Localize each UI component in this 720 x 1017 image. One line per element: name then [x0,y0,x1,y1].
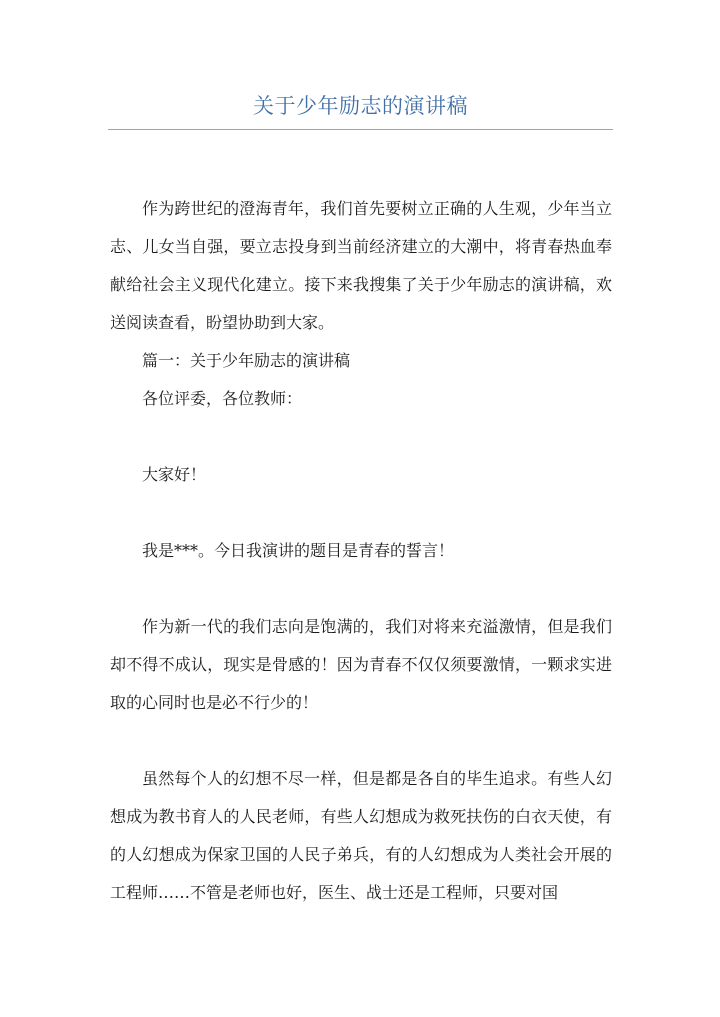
paragraph-greeting: 大家好！ [142,465,207,484]
blank-line [110,722,612,760]
paragraph-intro: 作为跨世纪的澄海青年，我们首先要树立正确的人生观，少年当立志、儿女当自强，要立志投身到当前经济建立的大潮中，将青春热血奉献给社会主义现代化建立。接下来我搜集了关于少年励志的演讲稿，欢送阅读查看，盼望协助到大家。 [110,199,612,332]
paragraph-section-heading: 篇一：关于少年励志的演讲稿 [142,351,351,370]
document-title: 关于少年励志的演讲稿 [253,94,468,118]
paragraph-ideals: 作为新一代的我们志向是饱满的，我们对将来充溢激情，但是我们却不得不成认，现实是骨感的！因为青春不仅仅须要激情，一颗求实进取的心同时也是必不行少的！ [110,617,612,712]
paragraph-topic: 我是***。今日我演讲的题目是青春的誓言！ [142,541,455,560]
paragraph-dreams: 虽然每个人的幻想不尽一样，但是都是各自的毕生追求。有些人幻想成为教书育人的人民老师，有些人幻想成为救死扶伤的白衣天使，有的人幻想成为保家卫国的人民子弟兵，有的人幻想成为人类社会开展的工程师……不管是老师也好，医生、战士还是工程师，只要对国 [110,769,612,902]
blank-line [110,494,612,532]
blank-line [110,418,612,456]
paragraph-salutation: 各位评委，各位教师： [142,389,303,408]
document-body [110,190,612,912]
title-divider [108,129,613,130]
blank-line [110,570,612,608]
